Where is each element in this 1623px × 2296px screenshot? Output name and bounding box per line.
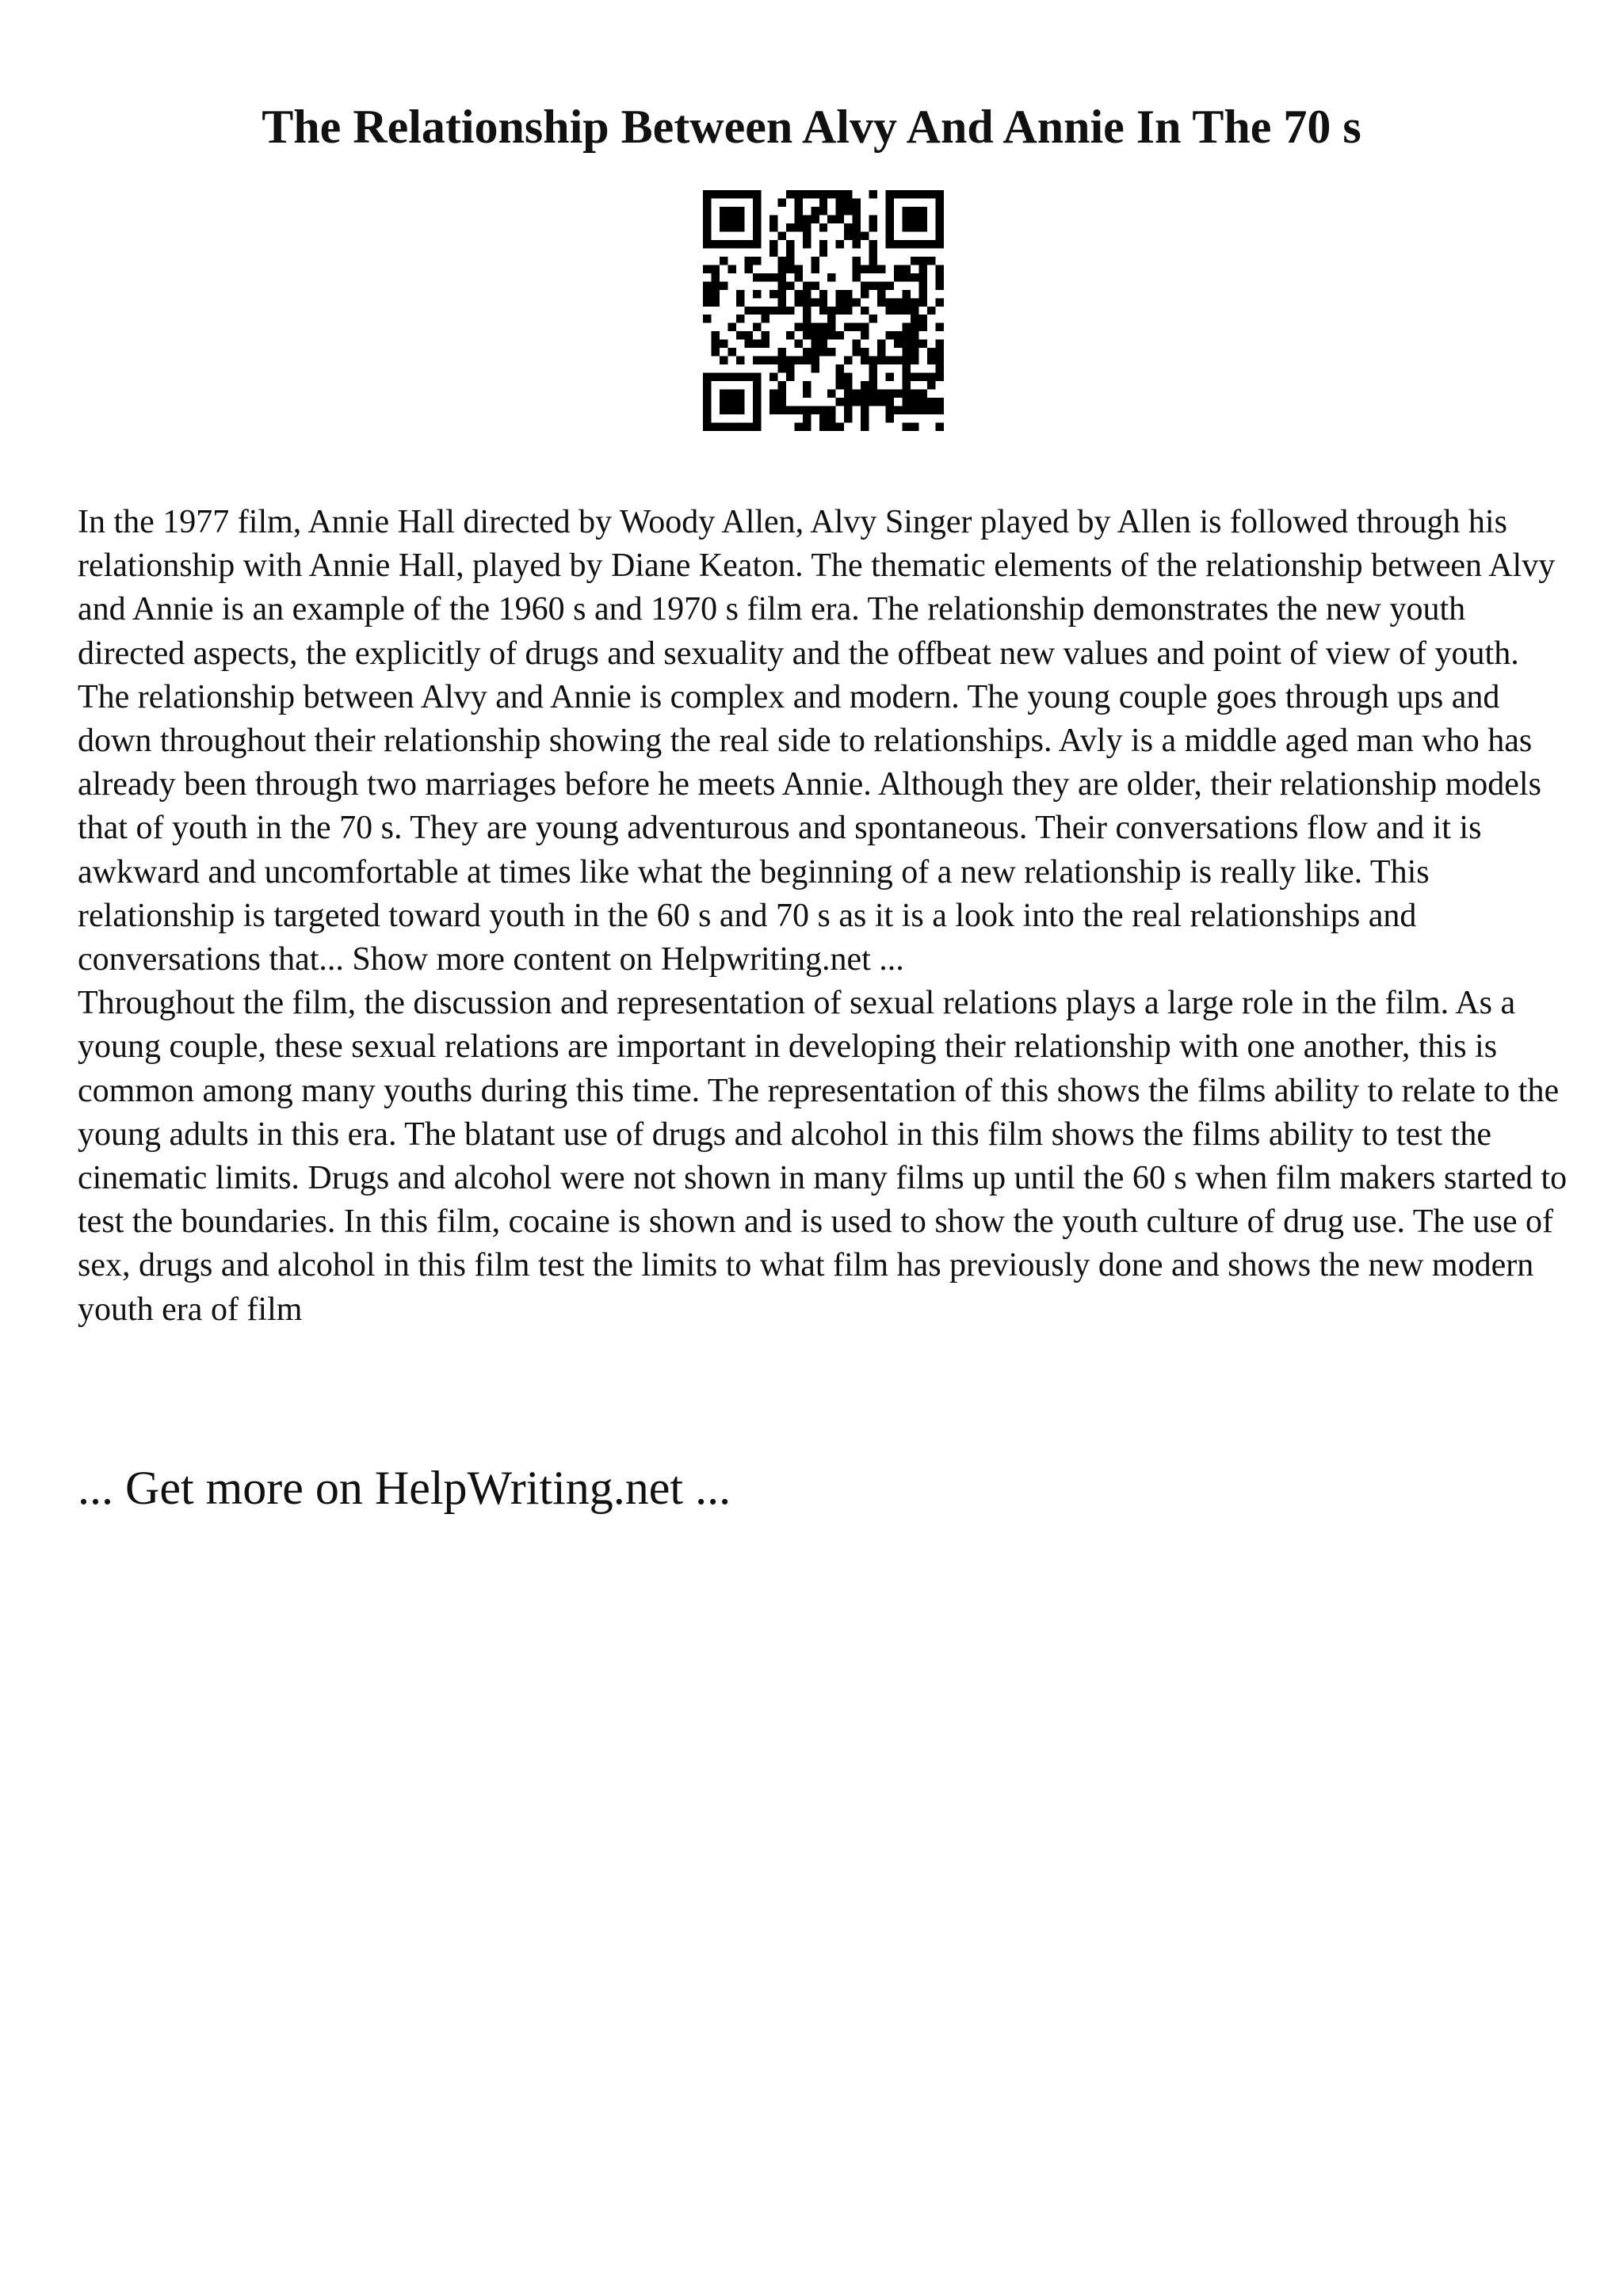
qr-code-graphic [703,190,944,431]
paragraph: Throughout the film, the discussion and representation of sexual relations plays a large role in the film. As a young couple, these sexual relations are important in developing their relationship with one another, this is common among many youths during this time. The representation of this shows the films ability to relate to the young adults in this era. The blatant use of drugs and alcohol in this film shows the films ability to test the cinematic limits. Drugs and alcohol were not shown in many films up until the 60 s when film makers started to test the boundaries. In this film, cocaine is shown and is used to show the youth culture of drug use. The use of sex, drugs and alcohol in this film test the limits to what film has previously done and shows the new modern youth era of film [78,985,1568,1328]
qr-code-icon [703,190,944,431]
paragraph: In the 1977 film, Annie Hall directed by Woody Allen, Alvy Singer played by Allen is followed through his relationship with Annie Hall, played by Diane Keaton. The thematic elements of the relationship between Alvy and Annie is an example of the 1960 s and 1970 s film era. The relationship demonstrates the new youth directed aspects, the explicitly of drugs and sexuality and the offbeat new values and point of view of youth. The relationship between Alvy and Annie is complex and modern. The young couple goes through ups and down throughout their relationship showing the real side to relationships. Avly is a middle aged man who has already been through two marriages before he meets Annie. Although they are older, their relationship models that of youth in the 70 s. They are young adventurous and spontaneous. Their conversations flow and it is awkward and uncomfortable at times like what the beginning of a new relationship is really like. This relationship is targeted toward youth in the 60 s and 70 s as it is a look into the real relationships and conversations that... Show more content on Helpwriting.net ... [78,504,1556,978]
get-more-link[interactable]: ... Get more on HelpWriting.net ... [78,1462,731,1514]
article-body [78,501,1568,1332]
page-title: The Relationship Between Alvy And Annie In The 70 s [262,101,1361,153]
